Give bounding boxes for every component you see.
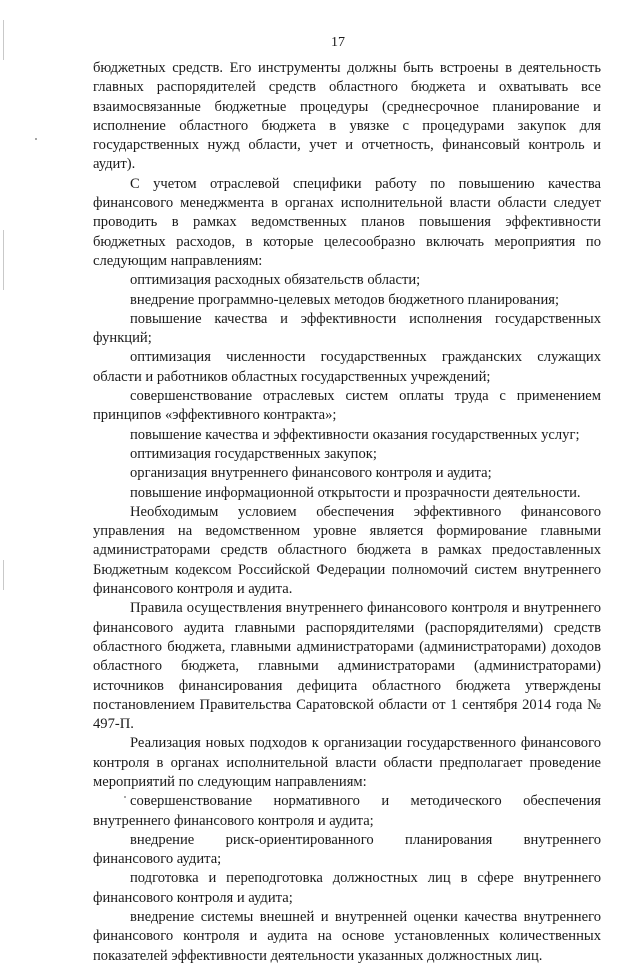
page-number: 17 [331,35,345,50]
list-item: организация внутреннего финансового контроля и аудита; [130,465,492,482]
list-item: совершенствование нормативного и методического обеспечения внутреннего финансового контроля и аудита; [93,793,601,829]
scan-edge-mark-bottom [3,560,4,590]
list-item: внедрение программно-целевых методов бюджетного планирования; [130,291,560,308]
scan-speck [35,138,37,140]
list-item: оптимизация расходных обязательств области; [130,272,421,289]
list-item: внедрение системы внешней и внутренней оценки качества внутреннего финансового контроля и аудита на основе установленных количественных показателей эффективности деятельности указанных должностных лиц. [93,909,601,964]
scan-edge-mark-top [3,20,4,60]
paragraph-new-approaches: Реализация новых подходов к организации государственного финансового контроля в органах исполнительной власти области предполагает проведение мероприятий по следующим направлениям: [93,735,601,790]
document-body [93,59,601,966]
paragraph-continuation: бюджетных средств. Его инструменты должны быть встроены в деятельность главных распорядителей средств областного бюджета и охватывать все взаимосвязанные бюджетные процедуры (среднесрочное планирование и исполнение областного бюджета в увязке с процедурами закупок для государственных нужд области, учет и отчетность, финансовый контроль и аудит). [93,60,601,173]
scan-edge-mark-middle [3,230,4,290]
list-item: внедрение риск-ориентированного планирования внутреннего финансового аудита; [93,831,601,868]
list-item: оптимизация государственных закупок; [130,445,377,462]
list-item: совершенствование отраслевых систем оплаты труда с применением принципов «эффективного контракта»; [93,388,601,424]
list-item: повышение информационной открытости и прозрачности деятельности. [130,484,581,501]
list-item: повышение качества и эффективности исполнения государственных функций; [93,310,601,347]
list-item: подготовка и переподготовка должностных лиц в сфере внутреннего финансового контроля и аудита; [93,870,601,906]
paragraph-necessary-condition: Необходимым условием обеспечения эффективного финансового управления на ведомственном уровне является формирование главными администраторами средств областного бюджета в рамках предоставленных Бюджетным кодексом Российской Федерации полномочий систем внутреннего финансового контроля и аудита. [93,503,601,598]
paragraph-control-rules: Правила осуществления внутреннего финансового контроля и внутреннего финансового аудита главными распорядителями (распорядителями) средств областного бюджета, главными администраторами (администраторами) доходов областного бюджета, главными администраторами (администраторами) источников финансирования дефицита областного бюджета утверждены постановлением Правительства Саратовской области от 1 сентября 2014 года № 497-П. [93,600,601,733]
list-item: повышение качества и эффективности оказания государственных услуг; [130,426,580,443]
paragraph-financial-management: С учетом отраслевой специфики работу по повышению качества финансового менеджмента в органах исполнительной власти области следует проводить в рамках ведомственных планов повышения эффективности бюджетных расходов, в которые целесообразно включать мероприятия по следующим направлениям: [93,175,601,269]
list-item: оптимизация численности государственных гражданских служащих области и работников областных государственных учреждений; [93,349,601,385]
